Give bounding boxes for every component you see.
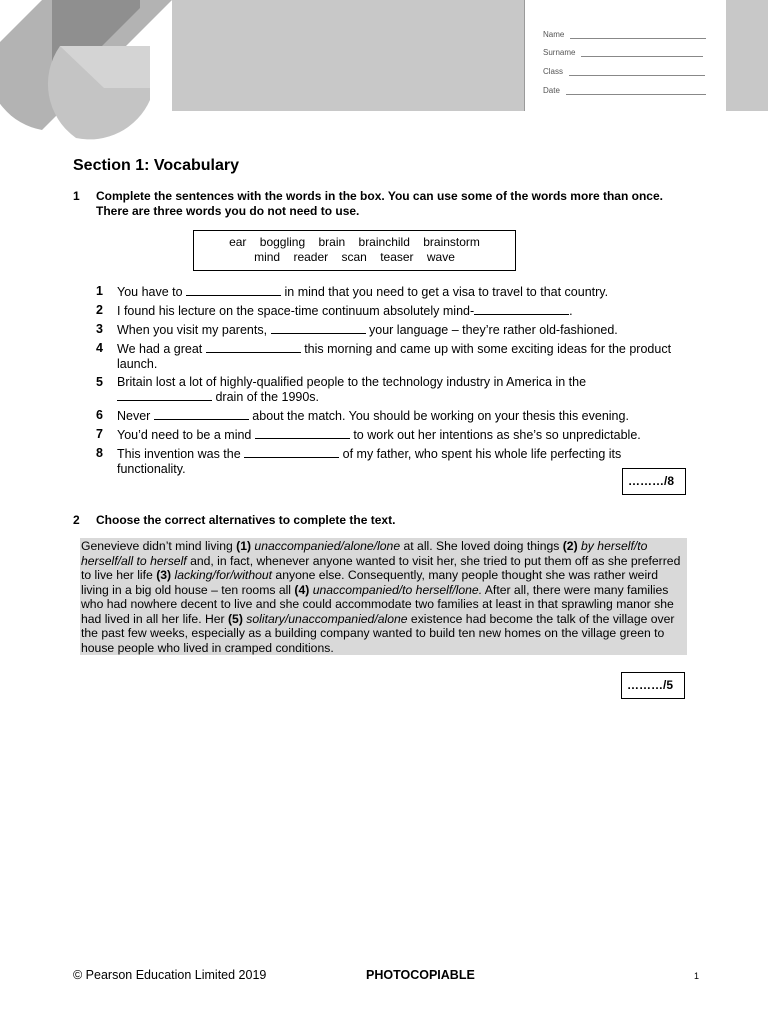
header-gray-panel	[172, 0, 524, 111]
gap-marker: (3)	[156, 568, 172, 582]
word-item: brainchild	[358, 235, 410, 249]
question-1-instruction-line1: Complete the sentences with the words in the box. You can use some of the words more than once.	[96, 189, 663, 203]
answer-blank[interactable]	[244, 446, 339, 458]
question-1-instruction	[96, 189, 716, 219]
score-box-q2[interactable]: ………/5	[621, 672, 685, 699]
date-field[interactable]	[543, 86, 706, 95]
sentence-number: 3	[96, 322, 103, 336]
word-box	[193, 230, 516, 271]
name-field[interactable]	[543, 30, 706, 39]
word-item: brainstorm	[423, 235, 480, 249]
sentence-item	[96, 341, 676, 371]
sentence-item	[96, 446, 676, 476]
pearson-logo-icon	[0, 0, 172, 140]
sentence-item	[96, 303, 676, 319]
word-item: scan	[341, 250, 367, 264]
answer-blank[interactable]	[255, 427, 350, 439]
gap-marker: (2)	[562, 539, 578, 553]
section-title: Section 1: Vocabulary	[73, 157, 239, 174]
sentence-list	[96, 284, 676, 480]
gap-marker: (4)	[294, 582, 310, 597]
question-1-instruction-line2: There are three words you do not need to use.	[96, 204, 360, 218]
word-item: mind	[254, 250, 281, 264]
gap-options[interactable]: unaccompanied/to herself/lone.	[309, 582, 483, 597]
header-band	[0, 0, 768, 112]
answer-blank[interactable]	[154, 408, 249, 420]
sentence-text: We had a great this morning and came up with some exciting ideas for the product launch.	[117, 342, 672, 371]
answer-blank[interactable]	[117, 389, 212, 401]
surname-label: Surname	[543, 48, 576, 57]
class-line	[569, 67, 705, 76]
sentence-number: 4	[96, 341, 103, 355]
photocopiable-label: PHOTOCOPIABLE	[366, 968, 475, 982]
sentence-text: Britain lost a lot of highly-qualified people to the technology industry in America in the drain of the 1990s.	[117, 374, 587, 404]
class-label: Class	[543, 67, 564, 76]
date-line	[566, 86, 706, 95]
sentence-text: When you visit my parents, your language – they’re rather old-fashioned.	[117, 323, 618, 337]
date-label: Date	[543, 86, 560, 95]
sentence-item	[96, 284, 676, 300]
sentence-number: 6	[96, 408, 103, 422]
name-line	[570, 30, 706, 39]
gap-marker: (5)	[228, 611, 243, 626]
question-2-instruction: Choose the correct alternatives to complete the text.	[96, 513, 396, 527]
student-info-box	[524, 0, 728, 111]
sentence-number: 5	[96, 374, 103, 389]
class-field[interactable]	[543, 67, 705, 76]
gap-options[interactable]: solitary/unaccompanied/alone	[242, 611, 408, 626]
sentence-item	[96, 375, 676, 405]
page-number: 1	[694, 971, 700, 981]
gap-options[interactable]: unaccompanied/alone/lone	[251, 539, 401, 553]
gap-marker: (1)	[236, 539, 252, 553]
question-1-number: 1	[73, 189, 80, 203]
sentence-item	[96, 408, 676, 424]
header-right-strip	[726, 0, 768, 111]
word-box-row-2	[194, 250, 515, 265]
word-box-row-1	[194, 235, 515, 250]
answer-blank[interactable]	[186, 284, 281, 296]
sentence-item	[96, 322, 676, 338]
sentence-item	[96, 427, 676, 443]
score-box-q1[interactable]: ………/8	[622, 468, 686, 495]
sentence-number: 1	[96, 284, 103, 298]
answer-blank[interactable]	[206, 341, 301, 353]
sentence-text: This invention was the of my father, who spent his whole life perfecting its functionality.	[117, 447, 622, 476]
answer-blank[interactable]	[474, 303, 569, 315]
word-item: boggling	[259, 235, 306, 249]
sentence-number: 2	[96, 303, 103, 317]
word-item: teaser	[380, 250, 414, 264]
word-item: wave	[426, 250, 455, 264]
answer-blank[interactable]	[271, 322, 366, 334]
gap-options[interactable]: by herself/to herself/all to herself	[81, 539, 648, 568]
sentence-text: Never about the match. You should be working on your thesis this evening.	[117, 409, 629, 423]
surname-line	[581, 48, 703, 57]
word-item: brain	[318, 235, 346, 249]
sentence-text: You have to in mind that you need to get a visa to travel to that country.	[117, 285, 609, 299]
copyright-text: © Pearson Education Limited 2019	[73, 968, 267, 982]
sentence-text: You’d need to be a mind to work out her intentions as she’s so unpredictable.	[117, 428, 641, 442]
surname-field[interactable]	[543, 48, 703, 57]
question-2-number: 2	[73, 513, 80, 527]
sentence-number: 8	[96, 446, 103, 460]
word-item: reader	[293, 250, 329, 264]
sentence-text: I found his lecture on the space-time continuum absolutely mind- .	[117, 304, 573, 318]
gap-options[interactable]: lacking/for/without	[171, 568, 273, 582]
passage-text: Genevieve didn’t mind living (1) unaccompanied/alone/lone at all. She loved doing things (2) by herself/to herself/all to herself and, in fact, whenever anyone wanted to visit her, she tried to put them off as she preferred to live her life (3) lacking/for/without anyone else. Consequently, many people thought she was rather weird living in a big old house – ten rooms all (4) unaccompanied/to herself/lone. After all, there were many families who had nowhere decent to live and she could accommodate two families at least in that sprawling manor she had lived in all her life. Her (5) solitary/unaccompanied/alone existence had become the talk of the village over the past few weeks, especially as a building company wanted to build ten new homes on the village green to house people who lived in cramped conditions.	[80, 538, 687, 655]
sentence-number: 7	[96, 427, 103, 441]
word-item: ear	[229, 235, 247, 249]
name-label: Name	[543, 30, 565, 39]
